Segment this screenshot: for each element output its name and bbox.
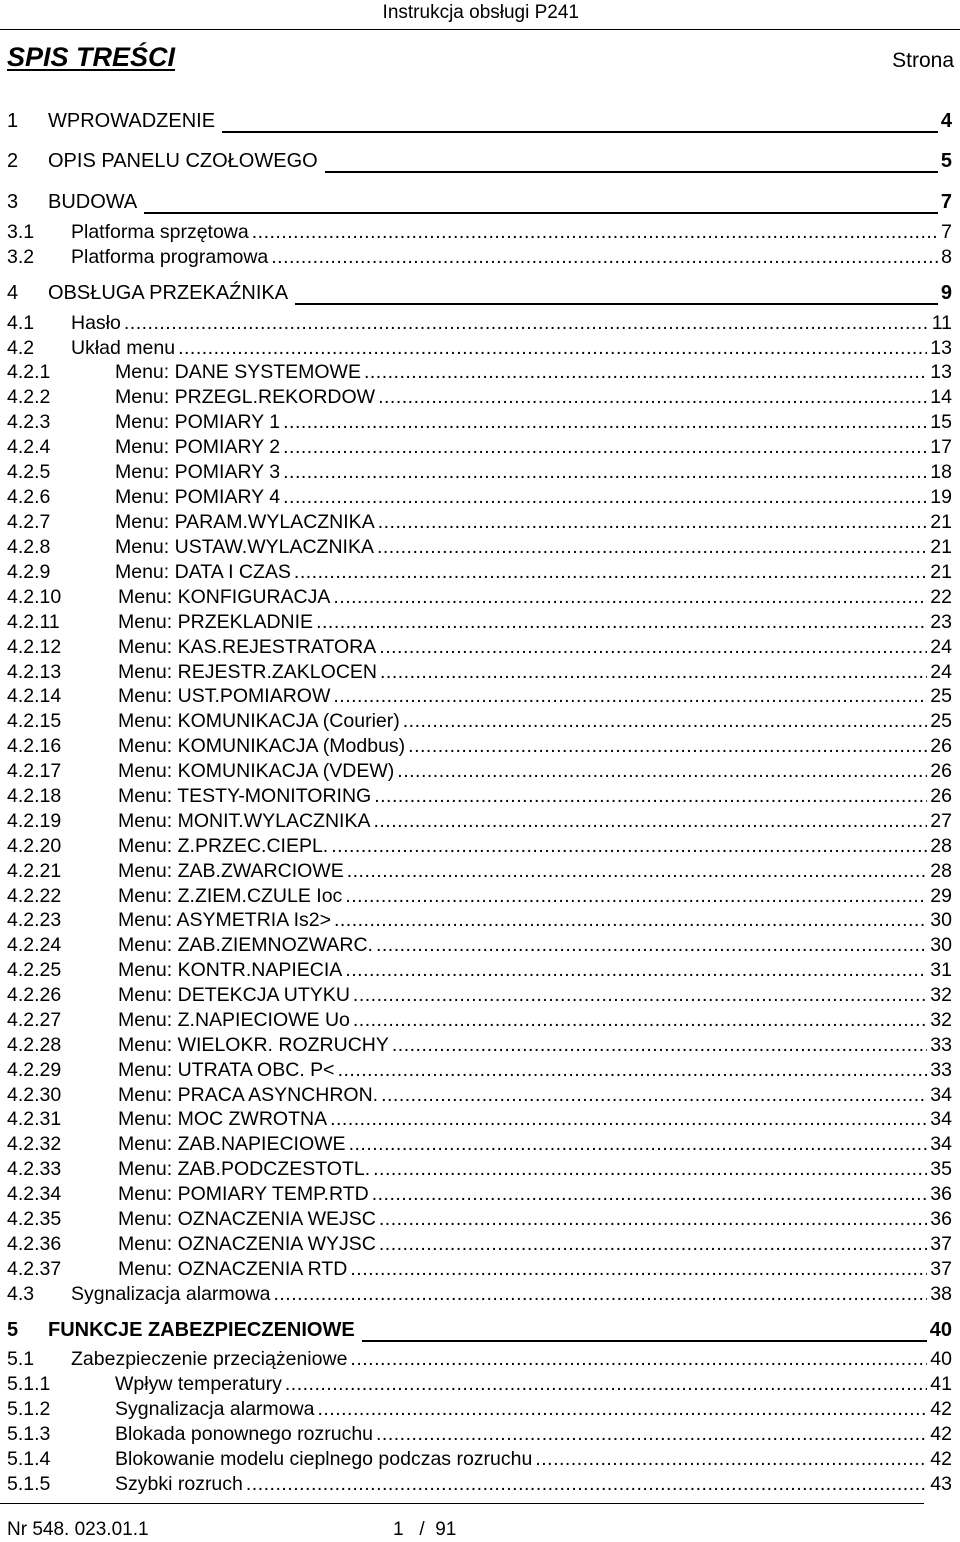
toc-entry-page: 42	[930, 1448, 952, 1470]
toc-entry[interactable]	[7, 1448, 952, 1474]
toc-entry-page: 17	[930, 436, 952, 458]
toc-entry[interactable]	[7, 810, 952, 836]
toc-entry-page: 36	[930, 1208, 952, 1230]
toc-entry-number: 4.2	[7, 337, 35, 359]
toc-entry-number: 4.2.8	[7, 536, 51, 558]
toc-entry-label: Menu: UTRATA OBC. P<	[118, 1059, 335, 1081]
toc-entry-page: 30	[930, 934, 952, 956]
toc-entry-page: 41	[930, 1373, 952, 1395]
toc-entry-label: Menu: PRACA ASYNCHRON.	[118, 1084, 379, 1106]
toc-entry-page: 21	[930, 561, 952, 583]
toc-entry-label: Menu: WIELOKR. ROZRUCHY	[118, 1034, 389, 1056]
toc-entry-label: WPROWADZENIE	[48, 110, 216, 132]
toc-entry-label: Układ menu	[71, 337, 176, 359]
toc-entry-page: 33	[930, 1059, 952, 1081]
toc-entry-page: 34	[930, 1108, 952, 1130]
toc-entry-page: 13	[930, 337, 952, 359]
toc-entry-label: Menu: ASYMETRIA Is2>	[118, 909, 331, 931]
toc-entry-number: 4.2.5	[7, 461, 51, 483]
toc-entry-label: Menu: DETEKCJA UTYKU	[118, 984, 350, 1006]
toc-entry[interactable]	[7, 586, 952, 612]
toc-entry-page: 37	[930, 1233, 952, 1255]
footer-doc-number: Nr 548. 023.01.1	[7, 1519, 149, 1540]
toc-entry-page: 32	[930, 984, 952, 1006]
toc-entry[interactable]	[7, 1084, 952, 1110]
toc-entry-leader	[397, 760, 927, 783]
toc-entry-label: Menu: POMIARY TEMP.RTD	[118, 1183, 369, 1205]
toc-entry[interactable]	[7, 984, 952, 1010]
toc-entry-page: 24	[930, 636, 952, 658]
toc-entry-number: 4.2.31	[7, 1108, 62, 1130]
toc-entry-leader	[364, 361, 927, 384]
toc-entry-page: 5	[940, 150, 952, 172]
toc-entry-rule	[222, 113, 938, 133]
toc-entry-rule	[295, 285, 938, 305]
toc-entry-label: Menu: USTAW.WYLACZNIKA	[115, 536, 374, 558]
toc-entry[interactable]	[7, 486, 952, 512]
toc-entry-leader	[379, 1208, 927, 1231]
toc-entry[interactable]	[7, 312, 952, 338]
toc-entry-leader	[283, 436, 927, 459]
toc-entry-label: BUDOWA	[48, 191, 138, 213]
toc-entry-page: 27	[930, 810, 952, 832]
toc-entry-number: 4.2.2	[7, 386, 51, 408]
toc-entry-page: 38	[930, 1283, 952, 1305]
toc-entry-number: 4.2.23	[7, 909, 62, 931]
toc-entry-page: 26	[930, 760, 952, 782]
toc-entry-number: 4.2.3	[7, 411, 51, 433]
toc-entry[interactable]	[7, 1233, 952, 1259]
toc-entry-page: 18	[930, 461, 952, 483]
toc-entry-number: 5.1.3	[7, 1423, 51, 1445]
toc-entry[interactable]	[7, 337, 952, 363]
toc-entry-number: 4.2.13	[7, 661, 62, 683]
toc-entry-page: 21	[930, 511, 952, 533]
toc-entry-number: 5.1.4	[7, 1448, 51, 1470]
page-column-label: Strona	[892, 49, 954, 72]
toc-entry-label: Menu: PRZEGL.REKORDOW	[115, 386, 376, 408]
toc-entry[interactable]	[7, 1423, 952, 1449]
toc-entry[interactable]	[7, 1283, 952, 1309]
toc-entry-leader	[379, 636, 927, 659]
toc-entry-number: 5.1.5	[7, 1473, 51, 1495]
toc-entry-page: 40	[930, 1348, 952, 1370]
toc-entry-page: 23	[930, 611, 952, 633]
toc-entry-leader	[392, 1034, 927, 1057]
toc-entry-page: 34	[930, 1084, 952, 1106]
toc-entry[interactable]	[7, 1319, 952, 1345]
toc-entry-leader	[347, 860, 928, 883]
toc-entry-label: Menu: ZAB.ZWARCIOWE	[118, 860, 344, 882]
toc-entry-page: 19	[930, 486, 952, 508]
toc-entry-label: Menu: DATA I CZAS	[115, 561, 291, 583]
toc-entry-label: Zabezpieczenie przeciążeniowe	[71, 1348, 348, 1370]
toc-entry-number: 4.2.34	[7, 1183, 62, 1205]
toc-entry-leader	[377, 536, 927, 559]
toc-entry-leader	[333, 586, 927, 609]
toc-entry-number: 4	[7, 282, 19, 304]
toc-entry[interactable]	[7, 411, 952, 437]
toc-entry-leader	[273, 1283, 927, 1306]
toc-entry-page: 33	[930, 1034, 952, 1056]
toc-entry-page: 40	[929, 1319, 952, 1341]
header-rule	[0, 29, 960, 30]
toc-entry-leader	[317, 1398, 927, 1421]
toc-entry-label: Blokada ponownego rozruchu	[115, 1423, 374, 1445]
toc-entry-number: 4.2.27	[7, 1009, 62, 1031]
toc-entry-label: FUNKCJE ZABEZPIECZENIOWE	[48, 1319, 355, 1341]
toc-entry-leader	[376, 934, 927, 957]
toc-entry-leader	[372, 1183, 928, 1206]
toc-entry[interactable]	[7, 860, 952, 886]
toc-entry-leader	[373, 810, 927, 833]
toc-entry-page: 28	[930, 835, 952, 857]
toc-entry-leader	[283, 411, 927, 434]
toc-entry-number: 4.3	[7, 1283, 35, 1305]
toc-entry-leader	[403, 710, 928, 733]
toc-entry-leader	[350, 1348, 927, 1371]
toc-entry-label: Menu: KOMUNIKACJA (Courier)	[118, 710, 400, 732]
toc-entry-leader	[380, 661, 927, 684]
toc-entry[interactable]	[7, 1208, 952, 1234]
toc-entry-label: Menu: KOMUNIKACJA (VDEW)	[118, 760, 395, 782]
toc-entry-label: OBSŁUGA PRZEKAŹNIKA	[48, 282, 289, 304]
toc-entry-page: 7	[940, 191, 952, 213]
toc-entry-number: 4.2.21	[7, 860, 62, 882]
toc-entry[interactable]	[7, 959, 952, 985]
toc-entry-page: 28	[930, 860, 952, 882]
toc-entry-page: 34	[930, 1133, 952, 1155]
toc-entry-number: 3	[7, 191, 19, 213]
toc-entry-label: Menu: PRZEKLADNIE	[118, 611, 314, 633]
toc-entry-leader	[378, 386, 927, 409]
toc-entry-number: 4.2.22	[7, 885, 62, 907]
toc-entry-label: Menu: TESTY-MONITORING	[118, 785, 372, 807]
toc-entry-leader	[283, 486, 927, 509]
toc-entry-number: 4.2.7	[7, 511, 51, 533]
toc-entry-label: Menu: OZNACZENIA WYJSC	[118, 1233, 376, 1255]
toc-entry-page: 11	[931, 312, 952, 334]
toc-entry[interactable]	[7, 461, 952, 487]
toc-entry-label: Menu: POMIARY 3	[115, 461, 281, 483]
toc-entry[interactable]	[7, 685, 952, 711]
toc-entry[interactable]	[7, 386, 952, 412]
toc-entry-label: Menu: DANE SYSTEMOWE	[115, 361, 361, 383]
toc-entry-label: Menu: Z.ZIEM.CZULE Ioc	[118, 885, 343, 907]
toc-entry-leader	[271, 246, 938, 269]
toc-entry[interactable]	[7, 1183, 952, 1209]
toc-entry[interactable]	[7, 1009, 952, 1035]
toc-entry-leader	[334, 909, 927, 932]
toc-entry-rule	[144, 194, 938, 214]
toc-entry-page: 31	[930, 959, 952, 981]
toc-entry-label: Menu: POMIARY 4	[115, 486, 281, 508]
toc-entry[interactable]	[7, 636, 952, 662]
toc-entry-page: 9	[940, 282, 952, 304]
toc-entry-leader	[285, 1373, 927, 1396]
toc-entry-label: Menu: OZNACZENIA WEJSC	[118, 1208, 376, 1230]
toc-entry-page: 26	[930, 785, 952, 807]
toc-entry-number: 1	[7, 110, 19, 132]
toc-entry-page: 30	[930, 909, 952, 931]
toc-entry[interactable]	[7, 1398, 952, 1424]
toc-entry-number: 5.1.1	[7, 1373, 51, 1395]
toc-entry-label: Menu: PARAM.WYLACZNIKA	[115, 511, 375, 533]
toc-entry-leader	[345, 885, 927, 908]
toc-entry-page: 14	[930, 386, 952, 408]
toc-entry-label: Szybki rozruch	[115, 1473, 243, 1495]
toc-entry-page: 29	[930, 885, 952, 907]
toc-entry-leader	[333, 685, 927, 708]
toc-entry-page: 43	[930, 1473, 952, 1495]
toc-entry-label: Sygnalizacja alarmowa	[71, 1283, 271, 1305]
toc-entry-page: 26	[930, 735, 952, 757]
toc-entry-leader	[252, 221, 938, 244]
toc-entry-leader	[381, 1084, 927, 1107]
toc-entry[interactable]	[7, 1133, 952, 1159]
toc-entry[interactable]	[7, 735, 952, 761]
toc-entry-leader	[330, 1108, 927, 1131]
toc-entry-number: 4.2.11	[7, 611, 60, 633]
toc-entry-number: 5.1	[7, 1348, 35, 1370]
toc-entry[interactable]	[7, 221, 952, 247]
toc-entry-label: Platforma sprzętowa	[71, 221, 249, 243]
toc-entry[interactable]	[7, 1059, 952, 1085]
toc-entry-page: 25	[930, 710, 952, 732]
toc-entry-number: 5	[7, 1319, 19, 1341]
toc-entry-page: 21	[930, 536, 952, 558]
toc-entry-number: 4.2.30	[7, 1084, 62, 1106]
toc-entry[interactable]	[7, 536, 952, 562]
toc-entry-number: 4.2.10	[7, 586, 62, 608]
toc-entry-label: OPIS PANELU CZOŁOWEGO	[48, 150, 318, 172]
toc-entry-leader	[374, 785, 927, 808]
toc-entry-number: 4.2.16	[7, 735, 62, 757]
toc-entry[interactable]	[7, 661, 952, 687]
toc-entry-number: 4.2.9	[7, 561, 51, 583]
running-header: Instrukcja obsługi P241	[382, 2, 579, 23]
footer-page-indicator: 1 / 91	[393, 1519, 457, 1540]
toc-entry-leader	[353, 1009, 927, 1032]
toc-entry-label: Hasło	[71, 312, 121, 334]
toc-entry[interactable]	[7, 361, 952, 387]
toc-entry-leader	[373, 1158, 927, 1181]
toc-entry[interactable]	[7, 511, 952, 537]
toc-entry-page: 35	[930, 1158, 952, 1180]
toc-entry-leader	[379, 1233, 927, 1256]
toc-entry-page: 36	[930, 1183, 952, 1205]
toc-entry-label: Menu: KONFIGURACJA	[118, 586, 331, 608]
toc-entry-leader	[283, 461, 927, 484]
toc-entry-page: 7	[941, 221, 952, 243]
toc-entry-label: Platforma programowa	[71, 246, 269, 268]
toc-entry-page: 13	[930, 361, 952, 383]
toc-entry-number: 4.1	[7, 312, 35, 334]
toc-entry-page: 15	[930, 411, 952, 433]
toc-entry-leader	[353, 984, 927, 1007]
toc-entry-number: 4.2.14	[7, 685, 62, 707]
toc-entry[interactable]	[7, 885, 952, 911]
footer-rule	[0, 1503, 924, 1504]
toc-entry-number: 4.2.28	[7, 1034, 62, 1056]
toc-entry-page: 25	[930, 685, 952, 707]
toc-entry-leader	[246, 1473, 927, 1496]
toc-entry[interactable]	[7, 760, 952, 786]
toc-entry-number: 3.2	[7, 246, 35, 268]
toc-entry-page: 4	[940, 110, 952, 132]
toc-entry-label: Sygnalizacja alarmowa	[115, 1398, 315, 1420]
toc-entry[interactable]	[7, 246, 952, 272]
toc-entry-page: 32	[930, 1009, 952, 1031]
toc-entry-number: 4.2.17	[7, 760, 62, 782]
toc-entry-rule	[362, 1322, 927, 1342]
toc-entry[interactable]	[7, 611, 952, 637]
toc-entry-label: Wpływ temperatury	[115, 1373, 282, 1395]
toc-entry[interactable]	[7, 1034, 952, 1060]
toc-entry[interactable]	[7, 835, 952, 861]
toc-entry-page: 24	[930, 661, 952, 683]
toc-entry-leader	[345, 959, 927, 982]
toc-entry-label: Menu: ZAB.ZIEMNOZWARC.	[118, 934, 373, 956]
toc-entry-number: 2	[7, 150, 19, 172]
toc-entry-number: 4.2.15	[7, 710, 62, 732]
toc-entry-number: 3.1	[7, 221, 35, 243]
toc-entry-number: 4.2.25	[7, 959, 62, 981]
toc-entry-label: Menu: POMIARY 1	[115, 411, 281, 433]
toc-entry-label: Menu: UST.POMIAROW	[118, 685, 331, 707]
toc-entry-rule	[325, 153, 938, 173]
toc-entry-number: 4.2.20	[7, 835, 62, 857]
toc-entry[interactable]	[7, 1258, 952, 1284]
toc-entry-page: 42	[930, 1423, 952, 1445]
toc-entry-label: Menu: MONIT.WYLACZNIKA	[118, 810, 371, 832]
toc-entry-leader	[535, 1448, 927, 1471]
toc-entry-leader	[408, 735, 927, 758]
toc-entry-label: Menu: Z.PRZEC.CIEPL.	[118, 835, 329, 857]
toc-entry-leader	[338, 1059, 928, 1082]
toc-entry-page: 42	[930, 1398, 952, 1420]
toc-entry-number: 4.2.1	[7, 361, 51, 383]
toc-entry[interactable]	[7, 436, 952, 462]
toc-entry[interactable]	[7, 710, 952, 736]
toc-entry-leader	[350, 1258, 927, 1281]
toc-entry[interactable]	[7, 1108, 952, 1134]
toc-entry-number: 5.1.2	[7, 1398, 51, 1420]
toc-entry[interactable]	[7, 934, 952, 960]
toc-entry[interactable]	[7, 909, 952, 935]
toc-entry-number: 4.2.18	[7, 785, 62, 807]
toc-entry-number: 4.2.26	[7, 984, 62, 1006]
toc-entry[interactable]	[7, 1373, 952, 1399]
toc-entry[interactable]	[7, 785, 952, 811]
toc-entry[interactable]	[7, 150, 952, 176]
toc-entry-page: 22	[930, 586, 952, 608]
toc-entry-label: Menu: POMIARY 2	[115, 436, 281, 458]
toc-title: SPIS TREŚCI	[7, 42, 176, 72]
toc-entry-label: Menu: KOMUNIKACJA (Modbus)	[118, 735, 406, 757]
toc-entry-label: Menu: KONTR.NAPIECIA	[118, 959, 343, 981]
toc-entry-leader	[124, 312, 929, 335]
toc-entry-number: 4.2.19	[7, 810, 62, 832]
toc-entry-number: 4.2.36	[7, 1233, 62, 1255]
toc-entry-number: 4.2.37	[7, 1258, 62, 1280]
toc-entry-number: 4.2.12	[7, 636, 62, 658]
toc-entry-leader	[376, 1423, 927, 1446]
toc-entry-label: Menu: Z.NAPIECIOWE Uo	[118, 1009, 350, 1031]
toc-entry[interactable]	[7, 1348, 952, 1374]
toc-entry-leader	[316, 611, 927, 634]
toc-entry-number: 4.2.32	[7, 1133, 62, 1155]
toc-entry-number: 4.2.29	[7, 1059, 62, 1081]
toc-entry-page: 8	[941, 246, 952, 268]
toc-entry-label: Menu: ZAB.PODCZESTOTL.	[118, 1158, 371, 1180]
toc-entry[interactable]	[7, 110, 952, 136]
toc-entry-leader	[331, 835, 927, 858]
toc-entry-label: Menu: REJESTR.ZAKLOCEN	[118, 661, 377, 683]
toc-entry[interactable]	[7, 191, 952, 217]
toc-entry[interactable]	[7, 1158, 952, 1184]
toc-entry-number: 4.2.33	[7, 1158, 62, 1180]
toc-entry-number: 4.2.35	[7, 1208, 62, 1230]
toc-entry[interactable]	[7, 1473, 952, 1499]
toc-entry-label: Menu: MOC ZWROTNA	[118, 1108, 328, 1130]
toc-entry-number: 4.2.4	[7, 436, 51, 458]
toc-entry-leader	[178, 337, 927, 360]
toc-entry-page: 37	[930, 1258, 952, 1280]
toc-entry-label: Menu: ZAB.NAPIECIOWE	[118, 1133, 346, 1155]
toc-entry[interactable]	[7, 282, 952, 308]
toc-entry-number: 4.2.24	[7, 934, 62, 956]
toc-entry[interactable]	[7, 561, 952, 587]
toc-entry-leader	[378, 511, 928, 534]
toc-entry-label: Menu: OZNACZENIA RTD	[118, 1258, 348, 1280]
toc-entry-leader	[294, 561, 927, 584]
toc-entry-leader	[349, 1133, 928, 1156]
toc-entry-number: 4.2.6	[7, 486, 51, 508]
toc-entry-label: Blokowanie modelu cieplnego podczas rozruchu	[115, 1448, 533, 1470]
toc-entry-label: Menu: KAS.REJESTRATORA	[118, 636, 377, 658]
